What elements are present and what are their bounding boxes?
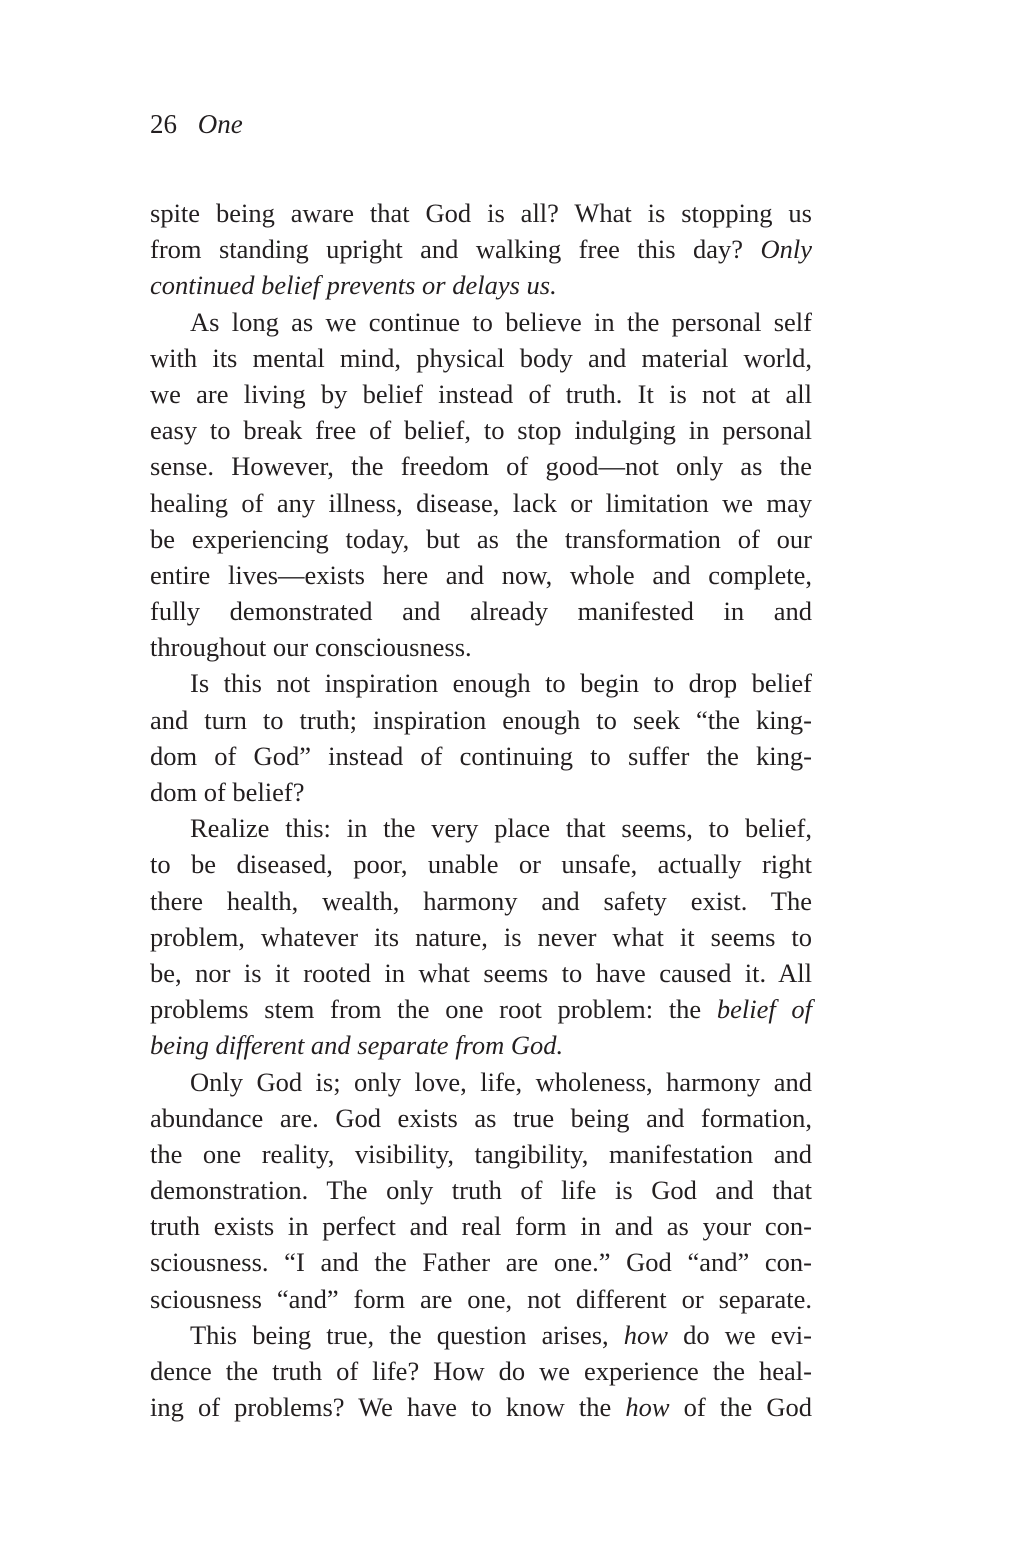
text-run: As long as we continue to believe in the personal self <box>190 306 812 337</box>
text-line <box>150 593 812 629</box>
text-line <box>150 304 812 340</box>
text-run: Is this not inspiration enough to begin to drop belief <box>190 668 812 699</box>
text-line <box>150 412 812 448</box>
text-line <box>150 774 812 810</box>
text-run: easy to break free of belief, to stop indulging in personal <box>150 415 812 446</box>
italic-text-run: how <box>625 1392 670 1423</box>
text-run: there health, wealth, harmony and safety exist. The <box>150 885 812 916</box>
text-line <box>150 1244 812 1280</box>
text-run: do we evi- <box>667 1319 812 1350</box>
text-line <box>150 738 812 774</box>
text-run: spite being aware that God is all? What is stopping us <box>150 198 812 228</box>
text-line <box>150 231 812 267</box>
text-run: dom of belief? <box>150 777 305 807</box>
text-line <box>150 1136 812 1172</box>
text-line <box>150 629 812 665</box>
chapter-title: One <box>197 109 243 139</box>
text-line <box>150 448 812 484</box>
text-run: be, nor is it rooted in what seems to have caused it. All <box>150 957 812 988</box>
text-line <box>150 521 812 557</box>
italic-text-run: how <box>623 1319 668 1350</box>
text-run: and turn to truth; inspiration enough to seek “the king- <box>150 704 812 735</box>
text-run: dence the truth of life? How do we experience the heal- <box>150 1356 812 1386</box>
text-run: with its mental mind, physical body and material world, <box>150 342 812 373</box>
text-line <box>150 1064 812 1100</box>
text-run: to be diseased, poor, unable or unsafe, actually right <box>150 849 812 880</box>
text-line <box>150 1281 812 1317</box>
running-head <box>150 106 243 142</box>
text-run: throughout our consciousness. <box>150 632 472 663</box>
italic-text-run: being different and separate from God. <box>150 1030 564 1061</box>
text-line <box>150 1317 812 1353</box>
text-run: Realize this: in the very place that seems, to belief, <box>190 813 812 844</box>
text-line <box>150 485 812 521</box>
text-line <box>150 919 812 955</box>
text-line <box>150 557 812 593</box>
text-run: abundance are. God exists as true being and formation, <box>150 1102 812 1133</box>
text-run: problems stem from the one root problem: the <box>150 994 717 1025</box>
text-run: Only God is; only love, life, wholeness, harmony and <box>190 1066 812 1097</box>
body-text <box>150 195 812 1425</box>
text-line <box>150 1208 812 1244</box>
text-line <box>150 883 812 919</box>
italic-text-run: belief of <box>716 994 812 1025</box>
text-line <box>150 991 812 1027</box>
text-line <box>150 195 812 231</box>
text-run: be experiencing today, but as the transformation of our <box>150 523 812 554</box>
text-line <box>150 1100 812 1136</box>
text-run: dom of God” instead of continuing to suffer the king- <box>150 740 812 771</box>
text-run: sciousness “and” form are one, not different or separate. <box>150 1283 812 1314</box>
text-line <box>150 846 812 882</box>
text-run: demonstration. The only truth of life is God and that <box>150 1175 812 1206</box>
text-line <box>150 1172 812 1208</box>
text-run: ing of problems? We have to know the <box>150 1392 626 1423</box>
text-line <box>150 376 812 412</box>
text-run: fully demonstrated and already manifested in and <box>150 596 812 627</box>
text-line <box>150 1027 812 1063</box>
text-run: sciousness. “I and the Father are one.” God “and” con- <box>150 1247 812 1278</box>
italic-text-run: continued belief prevents or delays us. <box>150 270 557 301</box>
text-run: This being true, the question arises, <box>190 1319 624 1350</box>
text-line <box>150 810 812 846</box>
text-run: from standing upright and walking free this day? <box>150 234 761 265</box>
text-run: problem, whatever its nature, is never what it seems to <box>150 921 812 952</box>
text-run: healing of any illness, disease, lack or limitation we may <box>150 487 812 518</box>
text-run: truth exists in perfect and real form in and as your con- <box>150 1211 812 1242</box>
text-run: of the God <box>669 1392 812 1423</box>
text-run: the one reality, visibility, tangibility, manifestation and <box>150 1138 812 1169</box>
text-line <box>150 955 812 991</box>
text-run: sense. However, the freedom of good—not only as the <box>150 451 812 482</box>
text-run: we are living by belief instead of truth. It is not at all <box>150 378 812 409</box>
text-line <box>150 267 812 303</box>
text-line <box>150 340 812 376</box>
text-line <box>150 702 812 738</box>
text-run: entire lives—exists here and now, whole and complete, <box>150 559 812 590</box>
page-number: 26 <box>150 109 177 139</box>
text-line <box>150 665 812 701</box>
text-line <box>150 1353 812 1389</box>
text-line <box>150 1389 812 1425</box>
italic-text-run: Only <box>760 234 812 265</box>
